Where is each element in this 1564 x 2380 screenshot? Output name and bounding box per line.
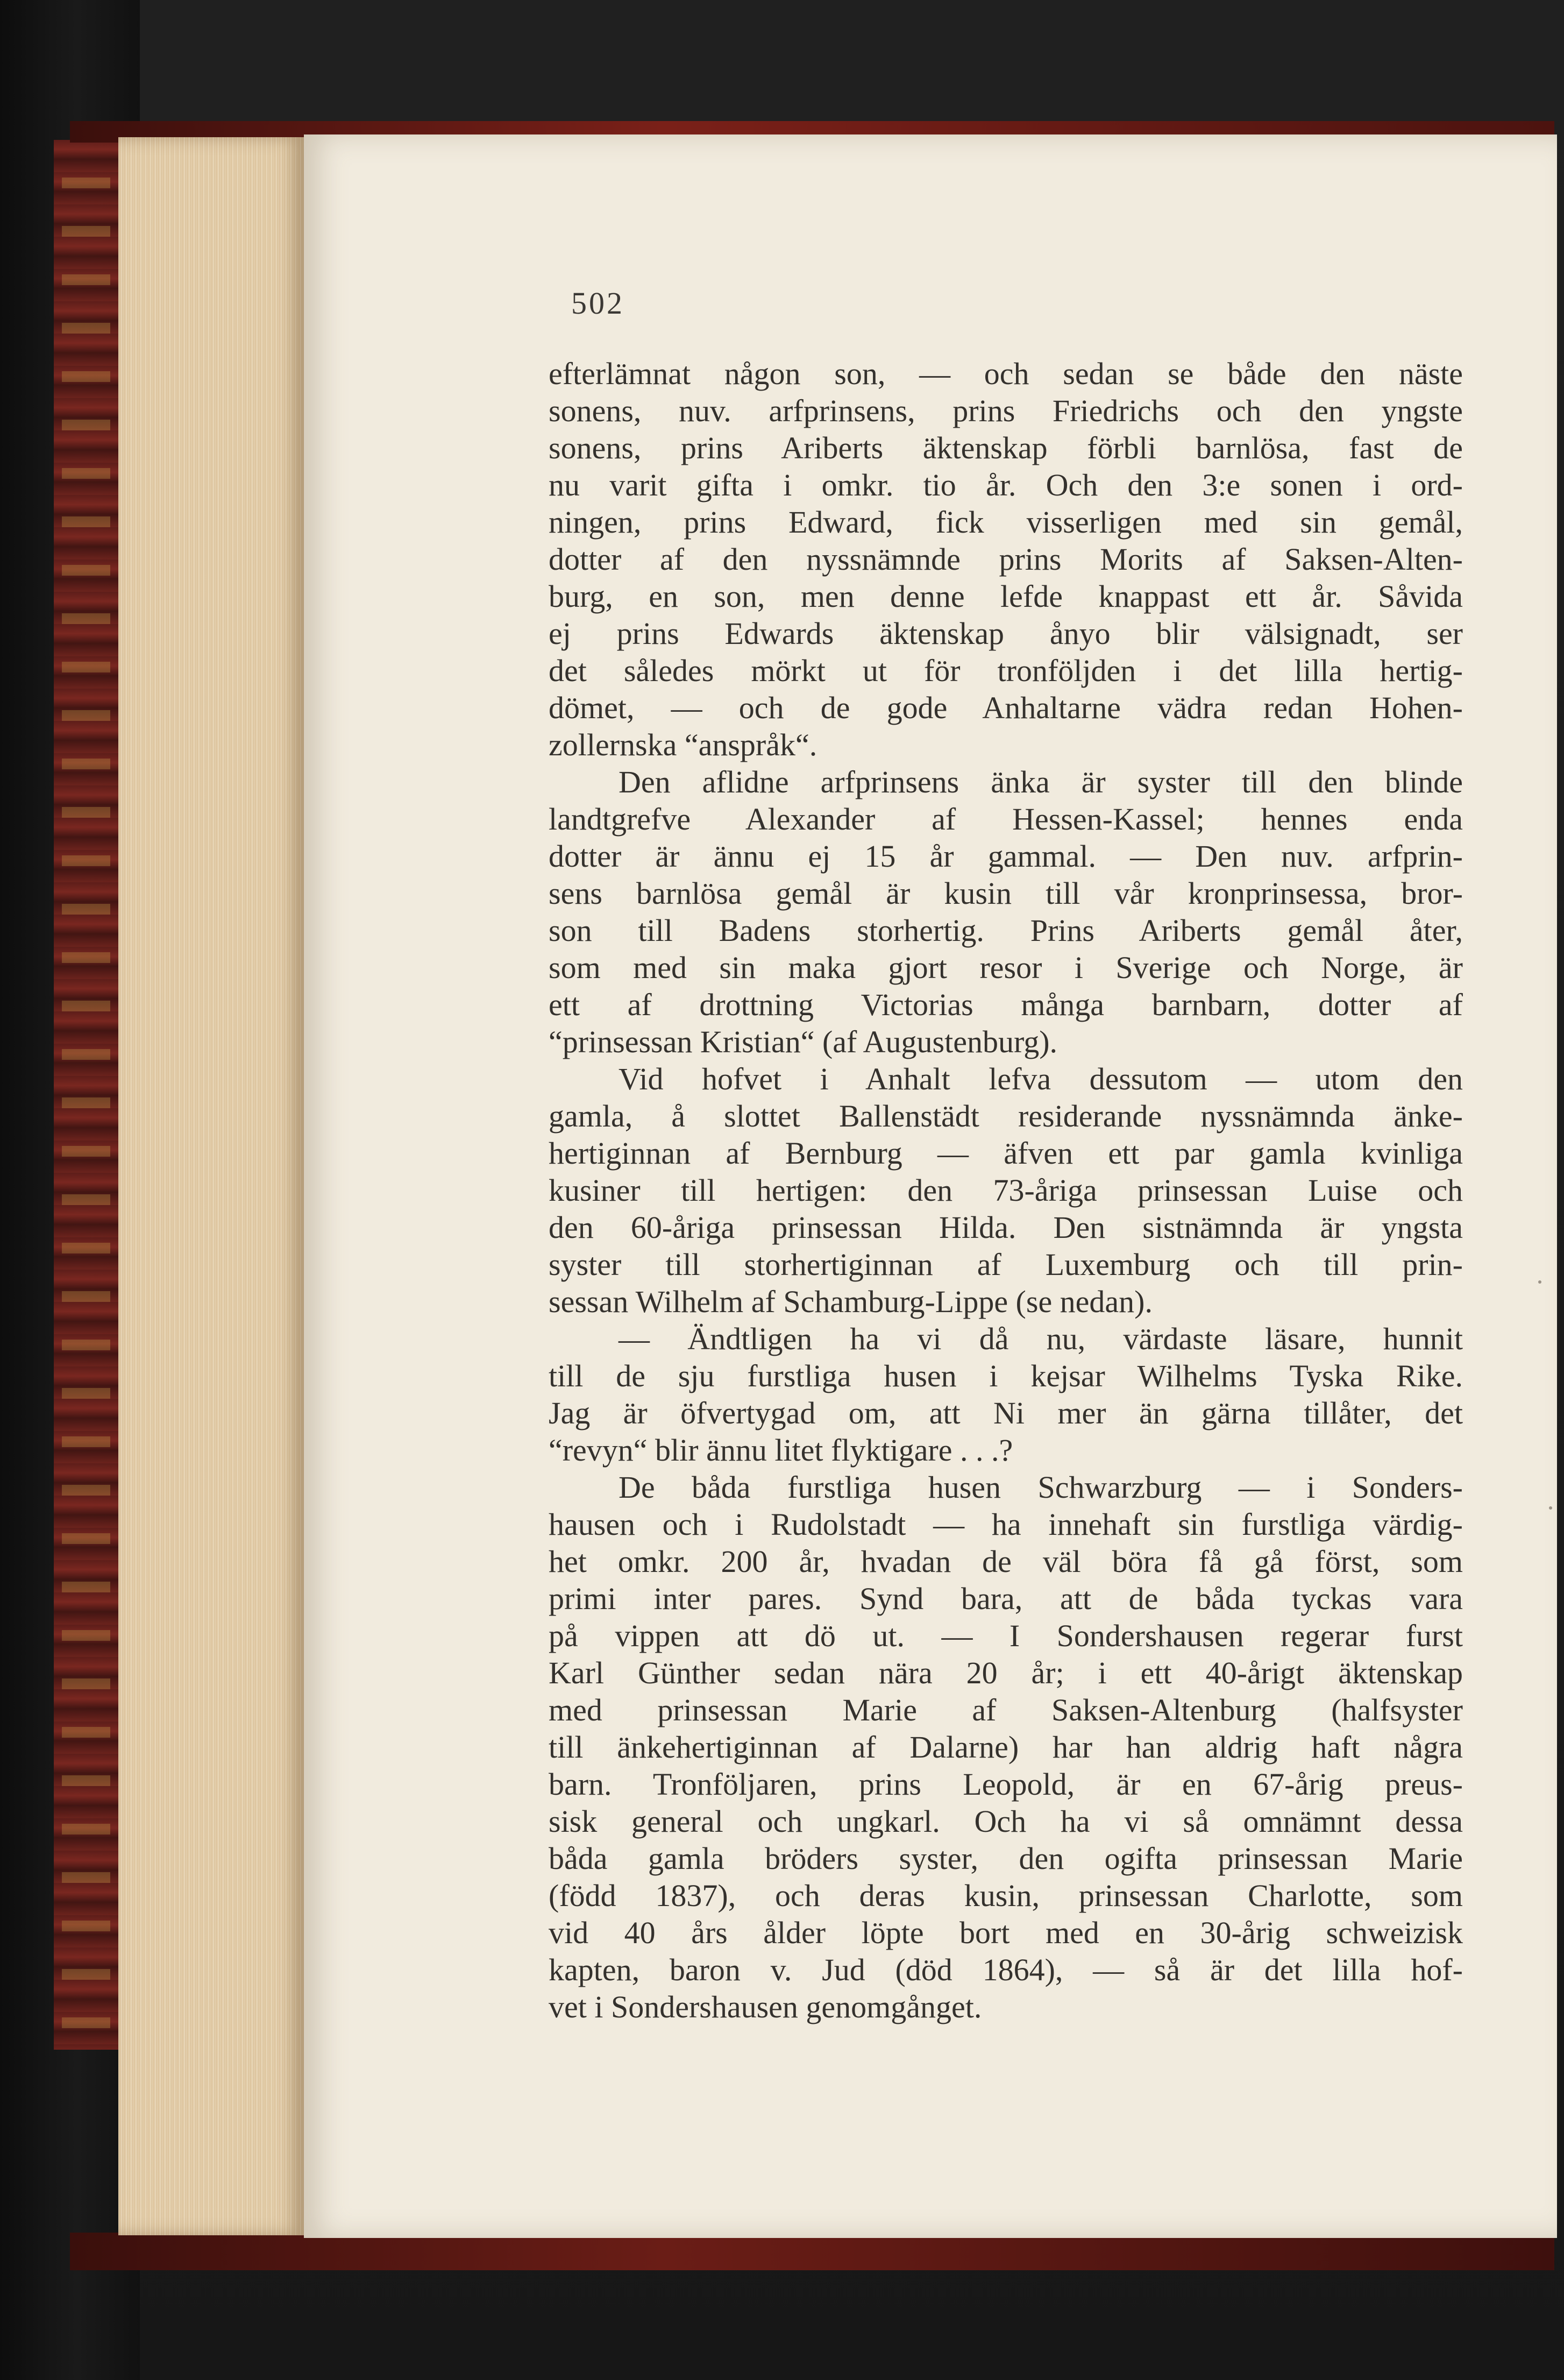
page-number: 502 bbox=[571, 286, 624, 321]
text-line: barn. Tronföljaren, prins Leopold, är en 67-årig preus- bbox=[549, 1767, 1463, 1802]
text-line: Vid hofvet i Anhalt lefva dessutom — utom den bbox=[619, 1061, 1463, 1096]
text-line: efterlämnat någon son, — och sedan se både den näste bbox=[549, 356, 1463, 391]
text-line: Jag är öfvertygad om, att Ni mer än gärna tillåter, det bbox=[549, 1396, 1463, 1430]
text-line: ej prins Edwards äktenskap ånyo blir välsignadt, ser bbox=[549, 616, 1463, 651]
text-line: sisk general och ungkarl. Och ha vi så omnämnt dessa bbox=[549, 1804, 1463, 1839]
text-line: båda gamla bröders syster, den ogifta prinsessan Marie bbox=[549, 1841, 1463, 1876]
text-line: syster till storhertiginnan af Luxemburg och till prin- bbox=[549, 1247, 1463, 1282]
text-line: Den aflidne arfprinsens änka är syster till den blinde bbox=[619, 764, 1463, 799]
text-line: ett af drottning Victorias många barnbarn, dotter af bbox=[549, 987, 1463, 1022]
text-line: den 60-åriga prinsessan Hilda. Den sistnämnda är yngsta bbox=[549, 1210, 1463, 1245]
text-line: ningen, prins Edward, fick visserligen med sin gemål, bbox=[549, 505, 1463, 540]
paper-speck bbox=[1549, 1506, 1552, 1510]
text-line: landtgrefve Alexander af Hessen-Kassel; hennes enda bbox=[549, 802, 1463, 837]
page-stack-edges bbox=[118, 137, 304, 2235]
text-line: det således mörkt ut för tronföljden i det lilla hertig- bbox=[549, 653, 1463, 688]
text-line: på vippen att dö ut. — I Sondershausen regerar furst bbox=[549, 1618, 1463, 1653]
text-line: primi inter pares. Synd bara, att de båda tyckas vara bbox=[549, 1581, 1463, 1616]
text-line: “prinsessan Kristian“ (af Augustenburg). bbox=[549, 1024, 1058, 1059]
text-line: dotter är ännu ej 15 år gammal. — Den nuv. arfprin- bbox=[549, 839, 1463, 874]
text-line: gamla, å slottet Ballenstädt residerande nyssnämnda änke- bbox=[549, 1099, 1463, 1134]
text-line: (född 1837), och deras kusin, prinsessan Charlotte, som bbox=[549, 1878, 1463, 1913]
text-line: vet i Sondershausen genomgånget. bbox=[549, 1989, 982, 2024]
text-line: nu varit gifta i omkr. tio år. Och den 3:e sonen i ord- bbox=[549, 468, 1463, 502]
text-line: hertiginnan af Bernburg — äfven ett par gamla kvinliga bbox=[549, 1136, 1463, 1171]
text-line: dömet, — och de gode Anhaltarne vädra redan Hohen- bbox=[549, 690, 1463, 725]
text-line: kusiner till hertigen: den 73-åriga prinsessan Luise och bbox=[549, 1173, 1463, 1208]
text-line: — Ändtligen ha vi då nu, värdaste läsare, hunnit bbox=[619, 1321, 1463, 1356]
text-line: De båda furstliga husen Schwarzburg — i Sonders- bbox=[619, 1470, 1463, 1505]
text-line: till de sju furstliga husen i kejsar Wilhelms Tyska Rike. bbox=[549, 1358, 1463, 1393]
text-line: med prinsessan Marie af Saksen-Altenburg (halfsyster bbox=[549, 1692, 1463, 1727]
text-line: sonens, prins Ariberts äktenskap förbli barnlösa, fast de bbox=[549, 430, 1463, 465]
body-text bbox=[549, 355, 1463, 2025]
text-line: hausen och i Rudolstadt — ha innehaft sin furstliga värdig- bbox=[549, 1507, 1463, 1542]
text-line: som med sin maka gjort resor i Sverige och Norge, är bbox=[549, 950, 1463, 985]
text-line: het omkr. 200 år, hvadan de väl böra få gå först, som bbox=[549, 1544, 1463, 1579]
spine-gilt-decoration bbox=[62, 140, 110, 2050]
text-line: sens barnlösa gemål är kusin till vår kronprinsessa, bror- bbox=[549, 876, 1463, 911]
text-line: “revyn“ blir ännu litet flyktigare . . .? bbox=[549, 1433, 1013, 1468]
text-line: till änkehertiginnan af Dalarne) har han aldrig haft några bbox=[549, 1730, 1463, 1765]
text-line: dotter af den nyssnämnde prins Morits af Saksen-Alten- bbox=[549, 542, 1463, 577]
text-line: burg, en son, men denne lefde knappast ett år. Såvida bbox=[549, 579, 1463, 614]
text-line: kapten, baron v. Jud (död 1864), — så är det lilla hof- bbox=[549, 1952, 1463, 1987]
bottom-cover-band bbox=[70, 2233, 1554, 2270]
paper-speck bbox=[1538, 1280, 1541, 1284]
text-line: vid 40 års ålder löpte bort med en 30-årig schweizisk bbox=[549, 1915, 1463, 1950]
text-line: Karl Günther sedan nära 20 år; i ett 40-årigt äktenskap bbox=[549, 1655, 1463, 1690]
text-line: son till Badens storhertig. Prins Ariberts gemål åter, bbox=[549, 913, 1463, 948]
text-line: sessan Wilhelm af Schamburg-Lippe (se nedan). bbox=[549, 1284, 1153, 1319]
text-line: zollernska “anspråk“. bbox=[549, 727, 817, 762]
text-line: sonens, nuv. arfprinsens, prins Friedrichs och den yngste bbox=[549, 393, 1463, 428]
